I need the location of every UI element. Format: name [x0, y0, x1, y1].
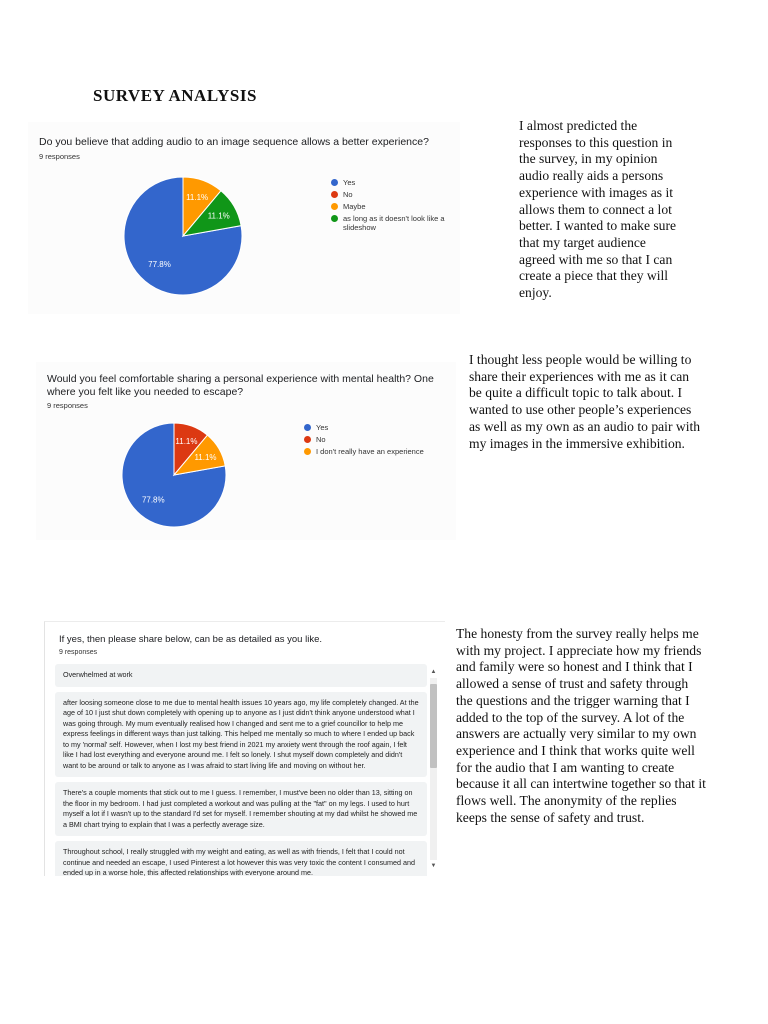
- commentary-paragraph-3: The honesty from the survey really helps me with my project. I appreciate how my friends and family were so honest and I think that I allowed a sense of trust and safety through the questions and the trigger warning that I added to the top of the survey. A lot of the answers are actually very similar to my own experience and I think that works quite well for the audio that I am wanting to create because it all can intertwine together so that it flows well. The anonymity of the replies keeps the sense of safety and trust.: [456, 626, 706, 825]
- document-title: SURVEY ANALYSIS: [93, 86, 257, 105]
- pie-data-label: 11.1%: [186, 193, 209, 203]
- legend-item: [304, 423, 454, 432]
- legend-swatch: [304, 436, 311, 443]
- commentary-paragraph-2: I thought less people would be willing to share their experiences with me as it can be quite a difficult topic to talk about. I wanted to use other people’s experiences as well as my own as an audio to pair with my images in the immersive exhibition.: [469, 352, 701, 451]
- response-count: 9 responses: [59, 649, 98, 656]
- response-count: 9 responses: [47, 401, 88, 410]
- survey-question-2-card: [36, 362, 456, 540]
- scroll-track[interactable]: [430, 678, 437, 860]
- scroll-up-arrow-icon[interactable]: ▲: [430, 669, 437, 675]
- pie-data-label: 11.1%: [194, 452, 217, 462]
- question-title: Would you feel comfortable sharing a personal experience with mental health? One where you felt like you needed to escape?: [47, 373, 434, 398]
- chart-legend-1: [331, 178, 466, 235]
- responses-list[interactable]: [55, 664, 427, 876]
- legend-swatch: [331, 191, 338, 198]
- legend-label: No: [316, 435, 326, 444]
- legend-label: Yes: [343, 178, 356, 187]
- response-item: after loosing someone close to me due to mental health issues 10 years ago, my life completely changed. At the age of 10 I just shut down completely with opening up to anyone as I just didn't think anyone understood what I was going through. My mum eventually realised how I changed and sent me to a grief councillor to help me express feelings in different ways than just talking. This helped me mentally so much to where I ended up back to my 'normal' self. However, when I lost my best friend in 2021 my anxiety went through the roof again, I felt like I had lost everything and everyone around me. I felt so lonely. I shut myself down completely and didn't want to be around or talk to anyone as I was afraid to start living life and moving on without her.: [55, 692, 427, 778]
- legend-item: [331, 190, 466, 199]
- question-title: If yes, then please share below, can be as detailed as you like.: [59, 634, 322, 645]
- legend-swatch: [331, 215, 338, 222]
- legend-swatch: [304, 424, 311, 431]
- legend-item: [304, 435, 454, 444]
- legend-label: Maybe: [343, 202, 366, 211]
- response-item: There's a couple moments that stick out to me I guess. I remember, I must've been no older than 13, sitting on the floor in my bedroom. I had just completed a workout and was pulling at the "fat" on my legs. I used to hurt myself a lot if I wasn't up to the standard I'd set for myself. I remember shouting at my dad whilst he showed me a BMI chart trying to explain that I was a perfectly average size.: [55, 782, 427, 836]
- commentary-paragraph-1: I almost predicted the responses to this question in the survey, in my opinion audio really aids a persons experience with images as it allows them to connect a lot better. I wanted to make sure that my target audience agreed with me so that I can create a piece that they will enjoy.: [519, 118, 677, 301]
- scroll-down-arrow-icon[interactable]: ▼: [430, 863, 437, 869]
- chart-legend-2: [304, 423, 454, 459]
- survey-question-1-card: [28, 122, 460, 314]
- legend-label: as long as it doesn't look like a slideshow: [343, 214, 445, 232]
- responses-scrollbar[interactable]: [429, 668, 438, 870]
- legend-item: [331, 214, 466, 232]
- pie-data-label: 77.8%: [141, 495, 165, 505]
- legend-item: [331, 178, 466, 187]
- legend-swatch: [331, 203, 338, 210]
- legend-label: I don't really have an experience: [316, 447, 424, 456]
- legend-swatch: [331, 179, 338, 186]
- response-count: 9 responses: [39, 152, 80, 161]
- survey-question-3-card: [44, 621, 445, 876]
- scroll-thumb[interactable]: [430, 684, 437, 768]
- legend-swatch: [304, 448, 311, 455]
- question-title: Do you believe that adding audio to an image sequence allows a better experience?: [39, 136, 429, 148]
- response-item: Throughout school, I really struggled with my weight and eating, as well as with friends, I felt that I could not continue and needed an escape, I used Pinterest a lot however this was very toxic the content I consumed and ended up in a worse hole, this affected relationships with everyone around me.: [55, 841, 427, 876]
- legend-label: No: [343, 190, 353, 199]
- legend-item: [331, 202, 466, 211]
- pie-data-label: 11.1%: [207, 211, 230, 221]
- pie-data-label: 11.1%: [175, 436, 198, 446]
- legend-item: [304, 447, 454, 456]
- response-item: Overwhelmed at work: [55, 664, 427, 687]
- legend-label: Yes: [316, 423, 329, 432]
- pie-data-label: 77.8%: [148, 260, 171, 270]
